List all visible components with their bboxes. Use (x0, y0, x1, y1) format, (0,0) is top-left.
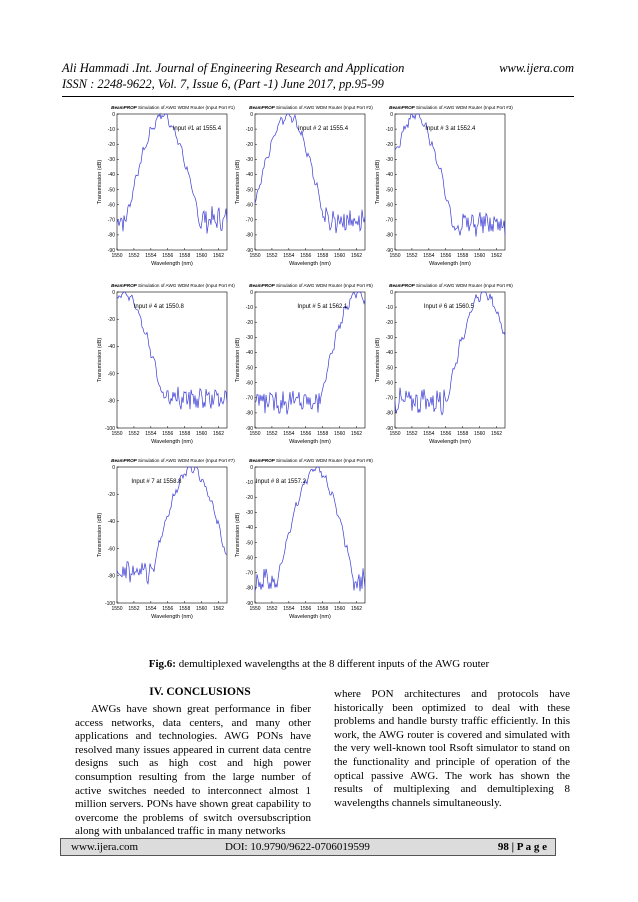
x-tick-label: 1554 (283, 253, 295, 259)
y-tick-label: -90 (245, 247, 253, 254)
x-tick-label: 1554 (145, 253, 157, 259)
y-tick-label: -20 (245, 142, 253, 149)
x-axis-label: Wavelength (nm) (289, 439, 331, 445)
footer-doi: DOI: 10.9790/9622-0706019599 (225, 841, 370, 853)
chart-title: BeamPROP Simulation of AWG WDM Router (Input Port #6) (389, 283, 513, 288)
chart-title: BeamPROP Simulation of AWG WDM Router (Input Port #3) (389, 105, 513, 110)
y-tick-label: -80 (245, 232, 253, 239)
y-tick-label: -50 (245, 365, 253, 372)
chart-svg (95, 102, 235, 280)
y-tick-label: -40 (245, 172, 253, 179)
y-tick-label: -70 (385, 217, 393, 224)
x-tick-label: 1562 (212, 431, 225, 437)
x-tick-label: 1554 (423, 253, 435, 259)
y-tick-label: -50 (385, 365, 393, 372)
x-tick-label: 1550 (249, 253, 261, 259)
x-tick-label: 1560 (334, 431, 346, 437)
chart-title: BeamPROP Simulation of AWG WDM Router (Input Port #1) (111, 105, 235, 110)
y-tick-label: -70 (245, 395, 253, 402)
y-tick-label: -60 (245, 202, 253, 209)
x-tick-label: 1560 (474, 253, 486, 259)
x-tick-label: 1556 (162, 253, 174, 259)
peak-annotation: Input #1 at 1555.4 (172, 126, 222, 132)
page-footer (60, 838, 556, 856)
x-tick-label: 1562 (350, 606, 363, 612)
x-tick-label: 1560 (334, 253, 346, 259)
x-tick-label: 1550 (111, 431, 123, 437)
x-axis-label: Wavelength (nm) (289, 614, 331, 620)
figure-caption (0, 658, 638, 670)
chart-svg (233, 102, 373, 280)
y-tick-label: -40 (107, 344, 115, 351)
x-axis-label: Wavelength (nm) (151, 261, 193, 267)
peak-annotation: Input # 7 at 1558.8 (131, 479, 182, 485)
peak-annotation: Input # 3 at 1552.4 (425, 126, 476, 132)
y-axis-label: Transmission (dB) (97, 512, 103, 558)
y-tick-label: -70 (245, 570, 253, 577)
y-tick-label: -40 (107, 172, 115, 179)
spectrum-chart-3 (373, 102, 513, 280)
y-axis-label: Transmission (dB) (97, 337, 103, 383)
y-tick-label: -80 (107, 398, 115, 405)
y-tick-label: -20 (385, 142, 393, 149)
y-tick-label: -80 (385, 410, 393, 417)
spectrum-chart-1 (95, 102, 235, 280)
y-tick-label: -30 (245, 510, 253, 517)
y-tick-label: -100 (104, 600, 115, 607)
y-tick-label: -90 (245, 425, 253, 432)
peak-annotation: Input # 8 at 1557.2 (255, 479, 306, 485)
y-tick-label: -90 (385, 247, 393, 254)
spectrum-chart-8 (233, 455, 373, 633)
y-tick-label: -10 (245, 126, 253, 133)
spectrum-chart-6 (373, 280, 513, 458)
y-axis-label: Transmission (dB) (235, 512, 241, 558)
transmission-curve (395, 114, 505, 237)
x-tick-label: 1562 (490, 431, 503, 437)
y-tick-label: -80 (107, 232, 115, 239)
y-tick-label: -30 (245, 335, 253, 342)
x-axis-label: Wavelength (nm) (151, 614, 193, 620)
right-column (334, 688, 570, 810)
y-tick-label: -60 (107, 202, 115, 209)
conclusions-paragraph-left: AWGs have shown great performance in fiber access networks, data centers, and many other applications and technologies. AWG PONs have resolved many issues appeared in current data centre designs such as high cost and high power consumption resulting from the large number of active switches needed to interconnect almost 1 million servers. PONs have shown great capability to overcome the problems of switch oversubscription along with unbalanced traffic in many networks (75, 703, 311, 838)
y-tick-label: -40 (107, 519, 115, 526)
y-tick-label: -90 (107, 247, 115, 254)
y-tick-label: -20 (245, 320, 253, 327)
chart-svg (233, 455, 373, 633)
transmission-curve (255, 292, 365, 414)
chart-svg (95, 455, 235, 633)
y-tick-label: -70 (107, 217, 115, 224)
transmission-curve (255, 467, 365, 591)
x-tick-label: 1558 (457, 431, 469, 437)
y-tick-label: 0 (390, 111, 393, 118)
y-tick-label: -80 (107, 573, 115, 580)
peak-annotation: Input # 6 at 1560.5 (423, 304, 474, 310)
y-tick-label: -60 (107, 546, 115, 553)
spectrum-chart-4 (95, 280, 235, 458)
y-tick-label: -10 (245, 304, 253, 311)
x-tick-label: 1556 (440, 253, 452, 259)
y-axis-label: Transmission (dB) (375, 337, 381, 383)
y-tick-label: -30 (107, 157, 115, 164)
caption-text: demultiplexed wavelengths at the 8 different inputs of the AWG router (178, 658, 490, 670)
journal-title: Ali Hammadi .Int. Journal of Engineering Research and Application (62, 61, 405, 75)
plot-frame (117, 114, 227, 250)
transmission-curve (395, 292, 505, 415)
x-tick-label: 1556 (162, 606, 174, 612)
y-tick-label: 0 (112, 111, 115, 118)
chart-title: BeamPROP Simulation of AWG WDM Router (Input Port #7) (111, 458, 235, 463)
left-column (75, 703, 311, 839)
chart-svg (373, 280, 513, 458)
y-tick-label: -100 (104, 425, 115, 432)
y-tick-label: 0 (112, 464, 115, 471)
x-tick-label: 1550 (111, 253, 123, 259)
chart-title: BeamPROP Simulation of AWG WDM Router (Input Port #4) (111, 283, 235, 288)
y-tick-label: -10 (245, 479, 253, 486)
page-header (62, 60, 574, 92)
y-tick-label: -50 (245, 540, 253, 547)
x-tick-label: 1554 (145, 606, 157, 612)
y-tick-label: -40 (385, 350, 393, 357)
x-tick-label: 1560 (334, 606, 346, 612)
y-tick-label: -30 (385, 335, 393, 342)
x-tick-label: 1558 (179, 606, 191, 612)
x-tick-label: 1558 (179, 253, 191, 259)
y-tick-label: -30 (385, 157, 393, 164)
y-tick-label: 0 (390, 289, 393, 296)
x-tick-label: 1558 (317, 253, 329, 259)
x-axis-label: Wavelength (nm) (429, 261, 471, 267)
x-tick-label: 1552 (406, 431, 418, 437)
y-tick-label: -40 (245, 525, 253, 532)
chart-title: BeamPROP Simulation of AWG WDM Router (Input Port #8) (249, 458, 373, 463)
y-tick-label: -60 (385, 380, 393, 387)
x-tick-label: 1556 (162, 431, 174, 437)
chart-title: BeamPROP Simulation of AWG WDM Router (Input Port #5) (249, 283, 373, 288)
y-tick-label: 0 (250, 111, 253, 118)
x-tick-label: 1558 (457, 253, 469, 259)
y-tick-label: -50 (107, 187, 115, 194)
x-tick-label: 1552 (266, 431, 278, 437)
y-tick-label: -20 (385, 320, 393, 327)
y-tick-label: -10 (385, 304, 393, 311)
x-tick-label: 1560 (196, 431, 208, 437)
chart-svg (233, 280, 373, 458)
x-tick-label: 1552 (128, 431, 140, 437)
y-tick-label: -10 (107, 126, 115, 133)
header-divider (62, 96, 574, 97)
y-tick-label: -50 (385, 187, 393, 194)
y-axis-label: Transmission (dB) (97, 159, 103, 205)
y-tick-label: -60 (245, 555, 253, 562)
x-tick-label: 1552 (406, 253, 418, 259)
y-tick-label: -10 (385, 126, 393, 133)
y-tick-label: -90 (385, 425, 393, 432)
x-tick-label: 1554 (283, 431, 295, 437)
x-tick-label: 1550 (389, 431, 401, 437)
x-tick-label: 1562 (490, 253, 503, 259)
y-tick-label: -80 (245, 410, 253, 417)
y-tick-label: -50 (245, 187, 253, 194)
y-tick-label: -80 (385, 232, 393, 239)
section-heading: IV. CONCLUSIONS (149, 686, 251, 698)
y-tick-label: -40 (245, 350, 253, 357)
x-tick-label: 1558 (317, 606, 329, 612)
x-tick-label: 1560 (196, 606, 208, 612)
x-tick-label: 1550 (249, 606, 261, 612)
conclusions-paragraph-right: where PON architectures and protocols have historically been optimized to deal with these problems and handle bursty traffic efficiently. In this work, the AWG router is covered and simulated with the very well-known tool Rsoft simulator to stand on the functionality and principle of operation of the optical passive AWG. The work has shown the results of multiplexing and demultiplexing 8 wavelengths channels simultaneously. (334, 688, 570, 809)
chart-svg (95, 280, 235, 458)
x-tick-label: 1554 (283, 606, 295, 612)
x-tick-label: 1552 (266, 253, 278, 259)
x-tick-label: 1560 (196, 253, 208, 259)
y-tick-label: -90 (245, 600, 253, 607)
x-tick-label: 1562 (350, 431, 363, 437)
x-tick-label: 1562 (212, 253, 225, 259)
x-tick-label: 1552 (128, 253, 140, 259)
x-tick-label: 1556 (300, 253, 312, 259)
y-tick-label: -60 (107, 371, 115, 378)
x-tick-label: 1560 (474, 431, 486, 437)
y-tick-label: -80 (245, 585, 253, 592)
journal-issn: ISSN : 2248-9622, Vol. 7, Issue 6, (Part -1) June 2017, pp.95-99 (62, 77, 384, 91)
x-tick-label: 1562 (212, 606, 225, 612)
x-tick-label: 1550 (389, 253, 401, 259)
y-tick-label: -70 (245, 217, 253, 224)
x-tick-label: 1550 (249, 431, 261, 437)
y-tick-label: -20 (107, 492, 115, 498)
plot-frame (255, 114, 365, 250)
peak-annotation: Input # 2 at 1555.4 (298, 126, 349, 132)
x-tick-label: 1562 (350, 253, 363, 259)
y-tick-label: -20 (245, 495, 253, 502)
y-axis-label: Transmission (dB) (375, 159, 381, 205)
y-tick-label: -20 (107, 317, 115, 323)
y-axis-label: Transmission (dB) (235, 337, 241, 383)
x-tick-label: 1556 (300, 431, 312, 437)
journal-url: www.ijera.com (499, 61, 574, 75)
x-tick-label: 1556 (300, 606, 312, 612)
x-tick-label: 1552 (128, 606, 140, 612)
x-tick-label: 1554 (423, 431, 435, 437)
x-tick-label: 1550 (111, 606, 123, 612)
x-axis-label: Wavelength (nm) (151, 439, 193, 445)
x-axis-label: Wavelength (nm) (429, 439, 471, 445)
chart-title: BeamPROP Simulation of AWG WDM Router (Input Port #2) (249, 105, 373, 110)
x-tick-label: 1556 (440, 431, 452, 437)
plot-frame (255, 292, 365, 428)
x-tick-label: 1558 (179, 431, 191, 437)
footer-page-number: 98 | P a g e (497, 841, 547, 853)
peak-annotation: Input # 5 at 1562.1 (297, 304, 348, 310)
y-axis-label: Transmission (dB) (235, 159, 241, 205)
spectrum-chart-5 (233, 280, 373, 458)
footer-url: www.ijera.com (71, 841, 139, 853)
y-tick-label: 0 (250, 289, 253, 296)
y-tick-label: 0 (250, 464, 253, 471)
plot-frame (117, 467, 227, 603)
x-axis-label: Wavelength (nm) (289, 261, 331, 267)
x-tick-label: 1558 (317, 431, 329, 437)
y-tick-label: 0 (112, 289, 115, 296)
y-tick-label: -20 (107, 142, 115, 149)
y-tick-label: -40 (385, 172, 393, 179)
y-tick-label: -60 (245, 380, 253, 387)
x-tick-label: 1554 (145, 431, 157, 437)
spectrum-chart-7 (95, 455, 235, 633)
x-tick-label: 1552 (266, 606, 278, 612)
y-tick-label: -60 (385, 202, 393, 209)
spectrum-chart-2 (233, 102, 373, 280)
peak-annotation: Input # 4 at 1550.8 (133, 304, 184, 310)
y-tick-label: -30 (245, 157, 253, 164)
chart-svg (373, 102, 513, 280)
y-tick-label: -70 (385, 395, 393, 402)
caption-label: Fig.6: (148, 658, 176, 670)
